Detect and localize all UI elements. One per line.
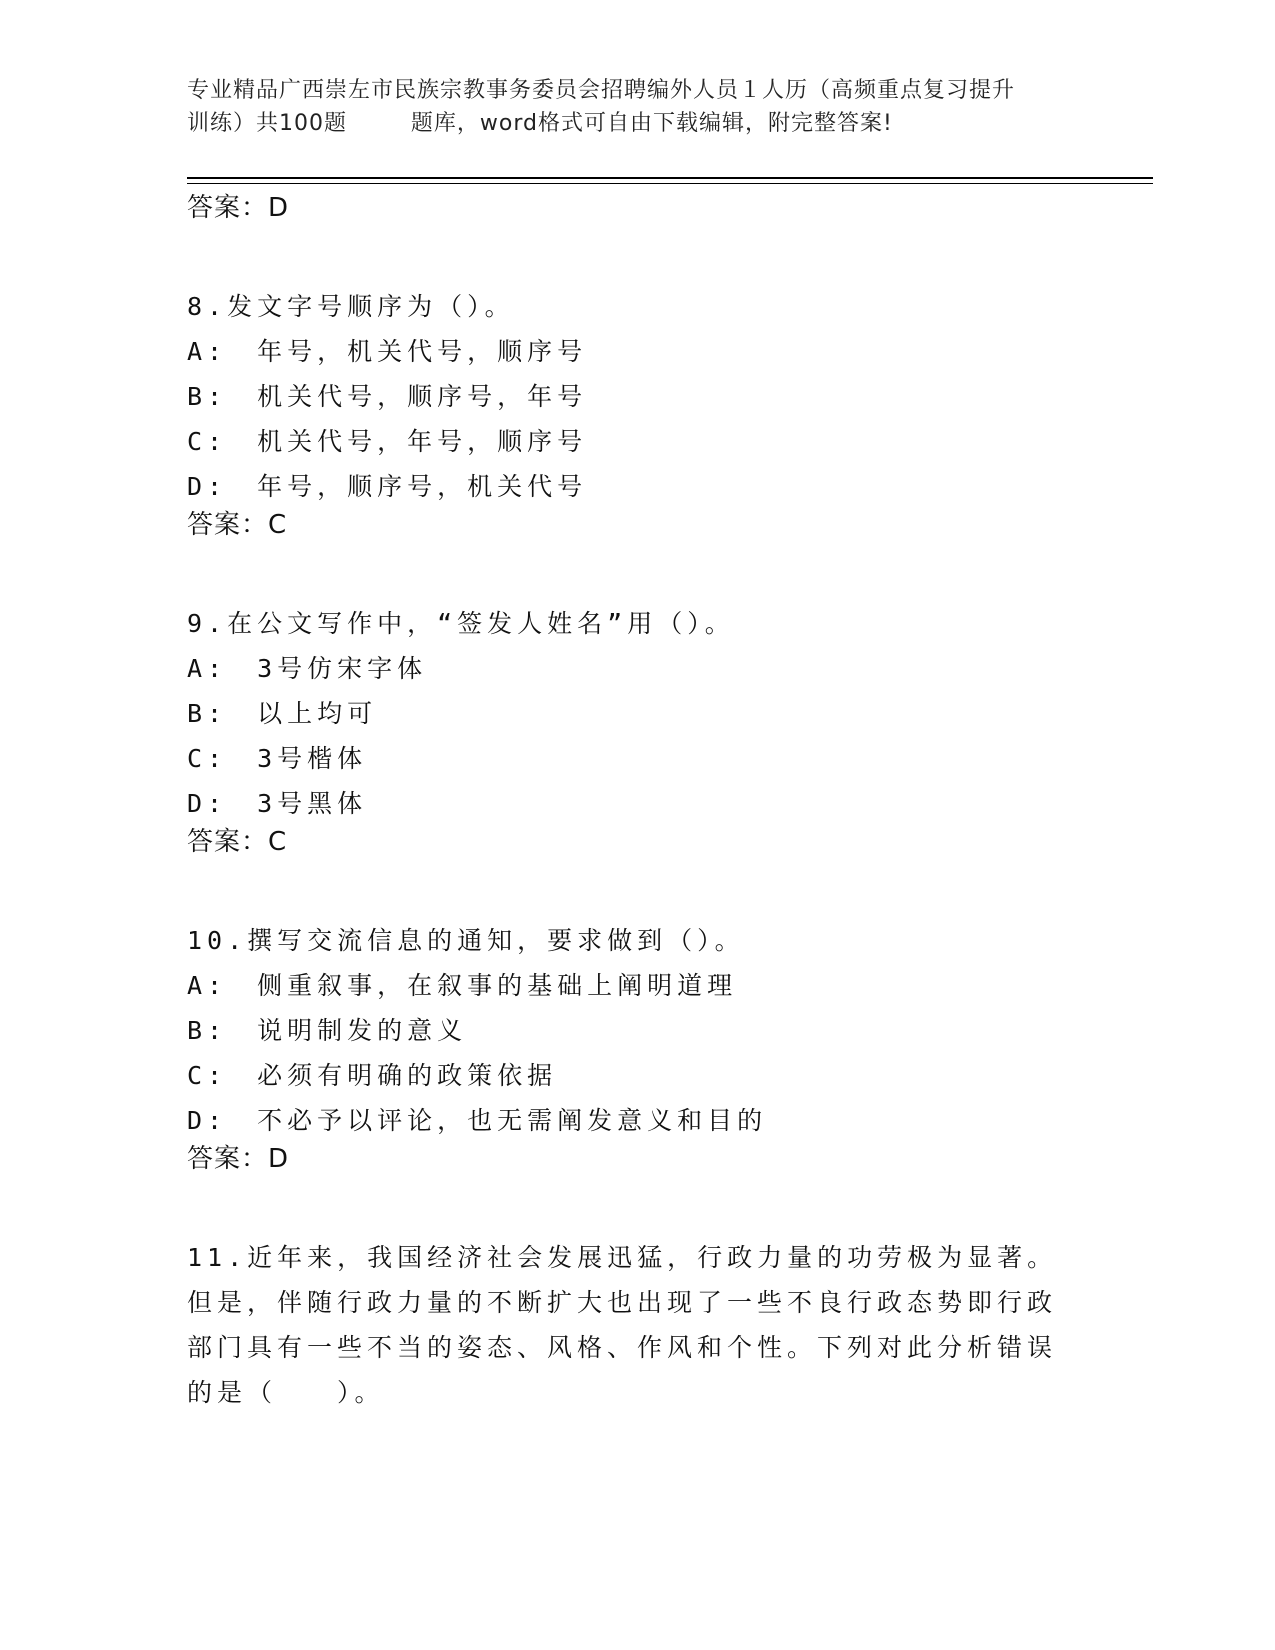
question-stem: 8.发文字号顺序为（）。 — [187, 292, 515, 321]
question-stem: 9.在公文写作中，“签发人姓名”用（）。 — [187, 609, 735, 638]
question-10 — [187, 918, 1087, 1175]
answer-line: 答案：C — [187, 510, 288, 540]
option-d: D: 3号黑体 — [187, 789, 368, 818]
question-8 — [187, 284, 1087, 541]
header-title-line-1: 专业精品广西崇左市民族宗教事务委员会招聘编外人员１人历（高频重点复习提升 — [187, 78, 1016, 103]
question-9 — [187, 601, 1087, 858]
option-c: C: 机关代号，年号，顺序号 — [187, 427, 588, 456]
option-a: A: 侧重叙事，在叙事的基础上阐明道理 — [187, 971, 738, 1000]
option-b: B: 机关代号，顺序号，年号 — [187, 382, 588, 411]
option-a: A: 年号，机关代号，顺序号 — [187, 337, 588, 366]
answer-line: 答案：C — [187, 827, 288, 857]
option-d: D: 不必予以评论，也无需阐发意义和目的 — [187, 1106, 768, 1135]
option-c: C: 必须有明确的政策依据 — [187, 1061, 558, 1090]
header-rule-thin — [187, 183, 1153, 184]
option-c: C: 3号楷体 — [187, 744, 368, 773]
header-title-line-2: 训练）共100题 题库，word格式可自由下载编辑，附完整答案! — [187, 111, 893, 136]
question-11 — [187, 1235, 1087, 1415]
answer-line: 答案：D — [187, 1144, 290, 1174]
answer-line: 答案：D — [187, 193, 290, 223]
option-b: B: 说明制发的意义 — [187, 1016, 468, 1045]
option-b: B: 以上均可 — [187, 699, 378, 728]
option-a: A: 3号仿宋字体 — [187, 654, 428, 683]
header-rule-thick — [187, 177, 1153, 179]
question-stem: 11.近年来，我国经济社会发展迅猛，行政力量的功劳极为显著。但是，伴随行政力量的不断扩大也出现了一些不良行政态势即行政部门具有一些不当的姿态、风格、作风和个性。下列对此分析错误的是（ ）。 — [187, 1243, 1058, 1407]
question-stem: 10.撰写交流信息的通知，要求做到（）。 — [187, 926, 745, 955]
option-d: D: 年号，顺序号，机关代号 — [187, 472, 588, 501]
question-content — [187, 192, 1087, 1415]
page-header — [187, 74, 1087, 140]
